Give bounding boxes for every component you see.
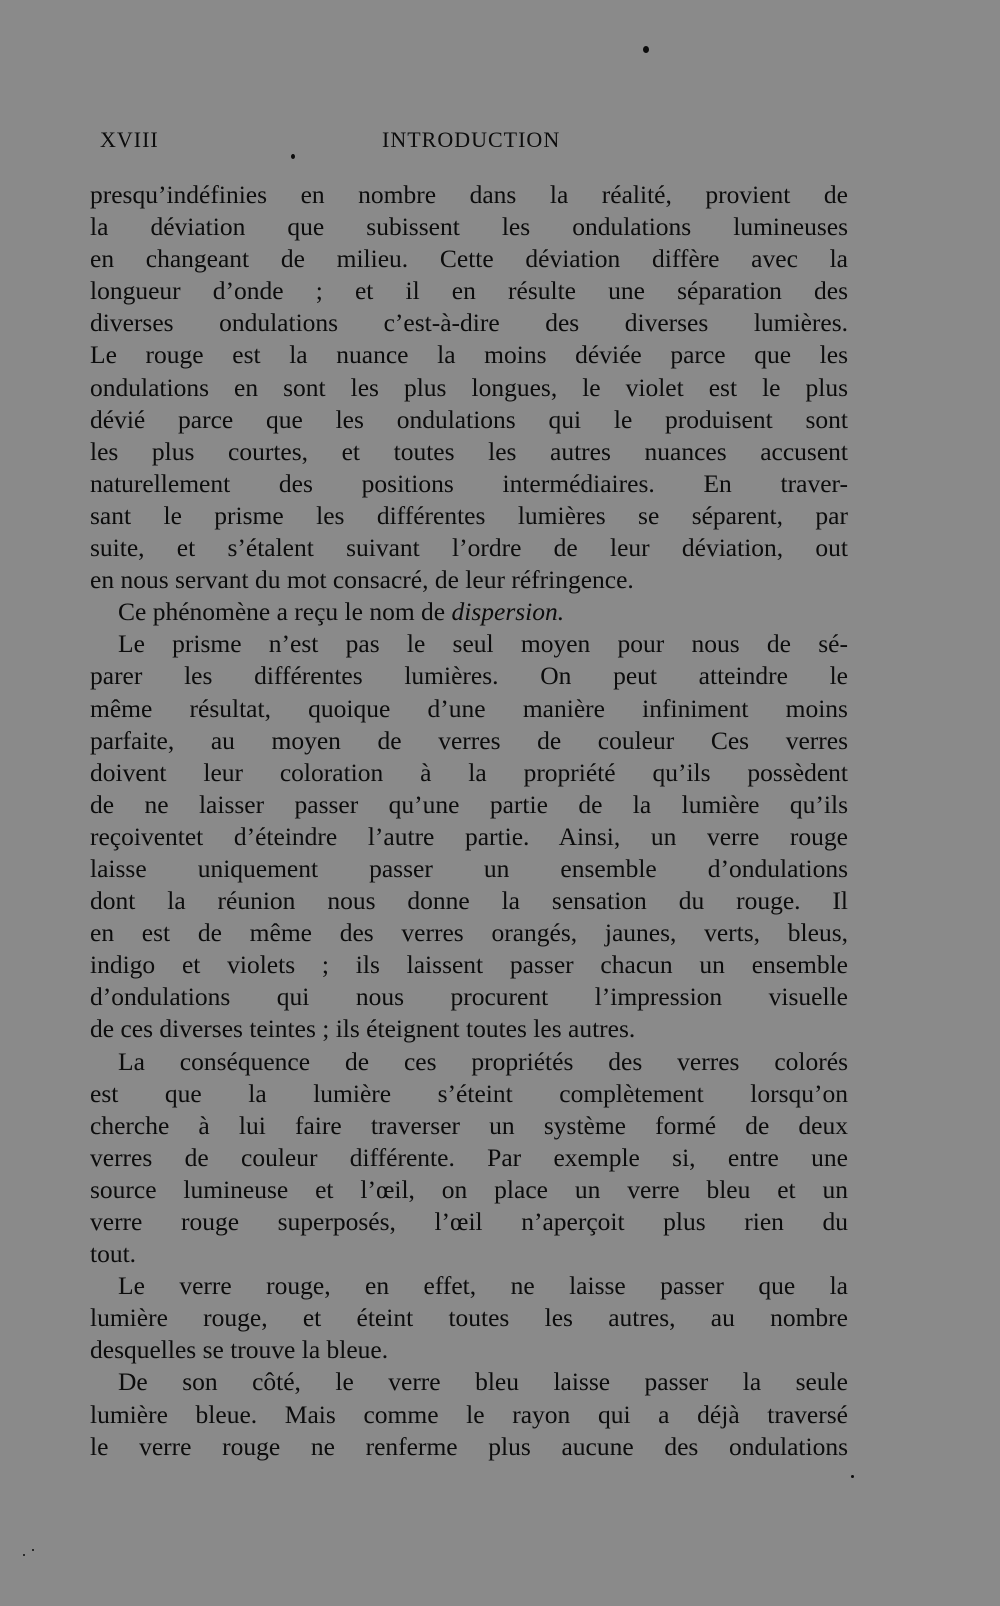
text-line: desquelles se trouve la bleue. — [90, 1335, 389, 1365]
text-line: laisse uniquement passer un ensemble d’ondulations — [90, 853, 848, 883]
text-line: la déviation que subissent les ondulations lumineuses — [90, 212, 848, 242]
text-line: dont la réunion nous donne la sensation du rouge. Il — [90, 886, 848, 916]
ink-speck — [643, 46, 649, 53]
text-line: en nous servant du mot consacré, de leur réfringence. — [90, 565, 634, 595]
text-line: doivent leur coloration à la propriété qu’ils possèdent — [90, 757, 848, 787]
text-line: suite, et s’étalent suivant l’ordre de leur déviation, out — [90, 533, 848, 563]
text-line: en est de même des verres orangés, jaunes, verts, bleus, — [90, 918, 848, 948]
text-segment: Ce phénomène a reçu le nom de — [118, 597, 446, 627]
text-line: dévié parce que les ondulations qui le produisent sont — [90, 404, 848, 434]
text-line: le verre rouge ne renferme plus aucune des ondulations — [90, 1431, 848, 1461]
text-line: lumière rouge, et éteint toutes les autres, au nombre — [90, 1303, 848, 1333]
text-line: Le verre rouge, en effet, ne laisse passer que la — [118, 1271, 848, 1301]
text-line-with-italic — [90, 596, 848, 628]
running-title: INTRODUCTION — [382, 127, 561, 152]
text-line: tout. — [90, 1239, 137, 1269]
text-line: longueur d’onde ; et il en résulte une séparation des — [90, 276, 848, 306]
text-line: source lumineuse et l’œil, on place un verre bleu et un — [90, 1174, 848, 1204]
ink-speck — [23, 1554, 25, 1556]
text-line: verres de couleur différente. Par exemple si, entre une — [90, 1142, 848, 1172]
text-line: naturellement des positions intermédiaires. En traver- — [90, 468, 848, 498]
text-line: indigo et violets ; ils laissent passer chacun un ensemble — [90, 950, 848, 980]
text-line: les plus courtes, et toutes les autres nuances accusent — [90, 436, 848, 466]
text-line: sant le prisme les différentes lumières se séparent, par — [90, 500, 848, 530]
text-line: de ne laisser passer qu’une partie de la lumière qu’ils — [90, 789, 848, 819]
text-line: d’ondulations qui nous procurent l’impression visuelle — [90, 982, 848, 1012]
body-text — [90, 179, 848, 1463]
page-header — [100, 127, 570, 157]
text-line: même résultat, quoique d’une manière infiniment moins — [90, 693, 848, 723]
text-line: reçoiventet d’éteindre l’autre partie. Ainsi, un verre rouge — [90, 821, 848, 851]
text-line: ondulations en sont les plus longues, le violet est le plus — [90, 372, 848, 402]
text-line: verre rouge superposés, l’œil n’aperçoit plus rien du — [90, 1207, 848, 1236]
ink-speck — [32, 1549, 34, 1551]
text-line: est que la lumière s’éteint complètement lorsqu’on — [90, 1078, 848, 1108]
text-line: parfaite, au moyen de verres de couleur Ces verres — [90, 725, 848, 755]
text-line: De son côté, le verre bleu laisse passer la seule — [118, 1367, 848, 1397]
text-line: Le prisme n’est pas le seul moyen pour nous de sé- — [118, 629, 848, 659]
text-line: cherche à lui faire traverser un système formé de deux — [90, 1110, 848, 1140]
text-line: en changeant de milieu. Cette déviation diffère avec la — [90, 244, 848, 274]
text-line: lumière bleue. Mais comme le rayon qui a déjà traversé — [90, 1399, 848, 1429]
ink-speck — [851, 1475, 854, 1478]
italic-term: dispersion. — [451, 597, 565, 627]
text-line: La conséquence de ces propriétés des verres colorés — [118, 1046, 848, 1076]
text-line: de ces diverses teintes ; ils éteignent toutes les autres. — [90, 1014, 636, 1044]
text-line: parer les différentes lumières. On peut atteindre le — [90, 661, 848, 691]
text-line: diverses ondulations c’est-à-dire des diverses lumières. — [90, 308, 848, 338]
text-line: Le rouge est la nuance la moins déviée parce que les — [90, 340, 848, 370]
page-number: XVIII — [100, 127, 159, 152]
text-line: presqu’indéfinies en nombre dans la réalité, provient de — [90, 180, 848, 209]
